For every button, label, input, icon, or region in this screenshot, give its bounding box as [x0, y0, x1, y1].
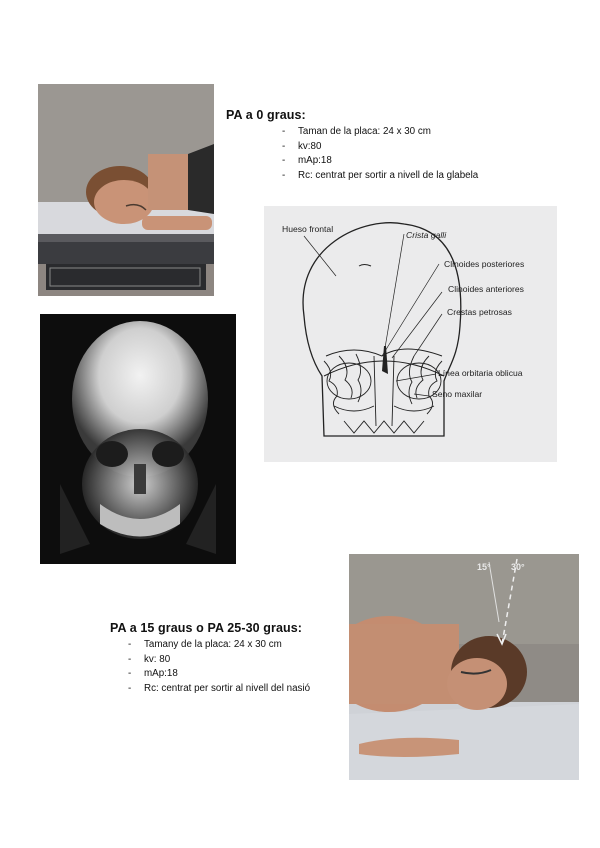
- label-crista-galli: Crista galli: [406, 230, 447, 240]
- pa-15-title: PA a 15 graus o PA 25-30 graus:: [110, 621, 303, 635]
- patient-pa-15-photo: [349, 554, 579, 780]
- pa-0-section: [226, 108, 478, 183]
- list-item: - kv:80: [282, 140, 322, 152]
- angle-30-label: 30°: [511, 562, 525, 572]
- angle-15-label: 15°: [477, 562, 491, 572]
- label-clinoides-anteriores: Clinoides anteriores: [448, 284, 524, 294]
- label-crestas-petrosas: Crestas petrosas: [447, 307, 512, 317]
- label-hueso-frontal: Hueso frontal: [282, 224, 334, 234]
- pa-0-parameter-list: [282, 125, 478, 183]
- label-seno-maxilar: Seno maxilar: [432, 389, 483, 399]
- list-item: - mAp:18: [282, 155, 332, 166]
- label-linea-orbitaria: Línea orbitaria oblicua: [438, 368, 523, 378]
- pa-15-parameter-list: [128, 638, 310, 696]
- skull-anatomy-diagram: [264, 206, 557, 462]
- skull-xray-image: [40, 314, 236, 564]
- list-item: - Rc: centrat per sortir a nivell de la glabela: [282, 169, 479, 181]
- pa-15-section: [110, 621, 310, 696]
- list-item: - Tamany de la placa: 24 x 30 cm: [128, 639, 282, 650]
- list-item: - Taman de la placa: 24 x 30 cm: [282, 126, 431, 137]
- list-item: - mAp:18: [128, 668, 178, 679]
- label-clinoides-posteriores: Clinoides posteriores: [444, 259, 525, 269]
- pa-0-title: PA a 0 graus:: [226, 108, 306, 122]
- list-item: - Rc: centrat per sortir al nivell del nasió: [128, 682, 311, 694]
- list-item: - kv: 80: [128, 653, 171, 665]
- patient-pa-0-photo: [38, 84, 214, 296]
